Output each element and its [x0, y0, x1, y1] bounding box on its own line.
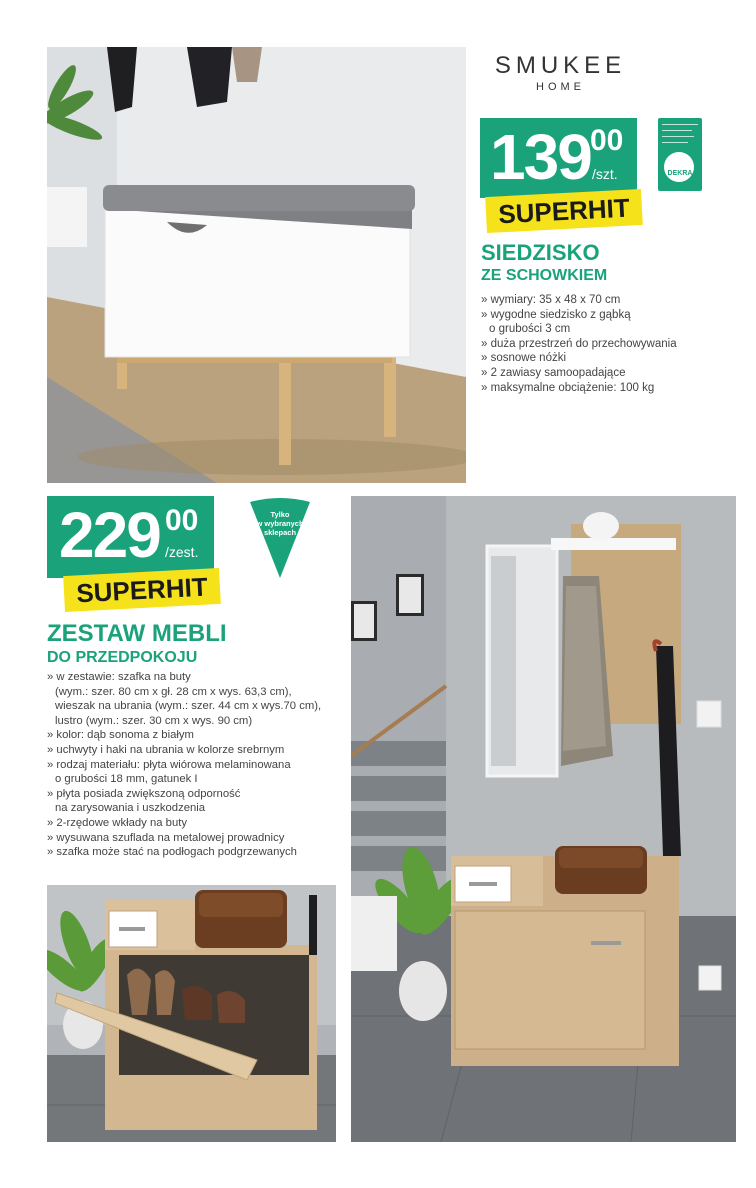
feature-item: » wymiary: 35 x 48 x 70 cm — [481, 294, 621, 306]
bench-illustration — [47, 47, 466, 483]
store-note-badge — [248, 498, 312, 580]
feature-item: » wygodne siedzisko z gąbką — [481, 308, 631, 321]
superhit-badge-set — [63, 568, 221, 612]
dekra-icon — [664, 152, 694, 182]
bench-title-line1: SIEDZISKO — [481, 240, 600, 265]
feature-item: » 2-rzędowe wkłady na buty — [47, 816, 188, 829]
feature-item: » rodzaj materiału: płyta wiórowa melaminowana — [47, 758, 291, 771]
set-title — [47, 620, 227, 668]
feature-item: » 2 zawiasy samoopadające — [481, 366, 626, 379]
price-main: 229 — [59, 499, 160, 571]
set-title-line1: ZESTAW MEBLI — [47, 620, 227, 647]
feature-item: » kolor: dąb sonoma z białym — [47, 729, 194, 742]
feature-item: » sosnowe nóżki — [481, 352, 567, 365]
brand-name: SMUKEE — [494, 52, 627, 79]
feature-item: (wym.: szer. 80 cm x gł. 28 cm x wys. 63,3 cm), — [55, 685, 292, 698]
hallway-illustration — [351, 496, 736, 1142]
feature-item: wieszak na ubrania (wym.: szer. 44 cm x wys.70 cm), — [55, 700, 322, 713]
feature-item: lustro (wym.: szer. 30 cm x wys. 90 cm) — [55, 714, 253, 727]
price-main: 139 — [490, 121, 591, 193]
superhit-label: SUPERHIT — [75, 571, 209, 609]
hallway-photo — [351, 496, 736, 1142]
set-title-line2: DO PRZEDPOKOJU — [47, 649, 198, 666]
bench-title-line2: ZE SCHOWKIEM — [481, 267, 608, 284]
feature-item: » w zestawie: szafka na buty — [47, 671, 191, 683]
dekra-label: DEKRA — [667, 170, 693, 177]
price-tag-bench — [480, 118, 637, 198]
feature-item: » wysuwana szuflada na metalowej prowadnicy — [47, 831, 285, 844]
feature-item: » uchwyty i haki na ubrania w kolorze srebrnym — [47, 743, 285, 756]
price-unit: /szt. — [592, 166, 618, 182]
shoe-cabinet-illustration — [47, 885, 336, 1142]
price-cents: 00 — [165, 504, 199, 537]
price-unit: /zest. — [165, 544, 199, 560]
brand-sub: HOME — [536, 81, 585, 93]
price-tag-set — [47, 496, 214, 578]
bench-features — [481, 293, 677, 395]
feature-item: » szafka może stać na podłogach podgrzewanych — [47, 846, 297, 859]
set-features — [47, 670, 321, 860]
price-cents: 00 — [590, 124, 624, 157]
feature-item: » duża przestrzeń do przechowywania — [481, 337, 677, 350]
superhit-badge-bench — [485, 189, 643, 233]
bench-photo — [47, 47, 466, 483]
store-note-line2: w wybranych — [256, 519, 304, 528]
feature-item: » płyta posiada zwiększoną odporność — [47, 787, 241, 800]
store-note-line3: sklepach — [263, 528, 297, 537]
feature-item: » maksymalne obciążenie: 100 kg — [481, 381, 655, 394]
store-note-line1: Tylko — [270, 510, 290, 519]
dekra-certificate-badge — [658, 118, 702, 191]
brand-logo — [478, 52, 643, 97]
feature-item: o grubości 3 cm — [489, 323, 571, 336]
shoe-cabinet-photo — [47, 885, 336, 1142]
feature-item: o grubości 18 mm, gatunek I — [55, 773, 198, 786]
bench-title — [481, 240, 607, 286]
superhit-label: SUPERHIT — [497, 192, 631, 230]
feature-item: na zarysowania i uszkodzenia — [55, 802, 206, 815]
